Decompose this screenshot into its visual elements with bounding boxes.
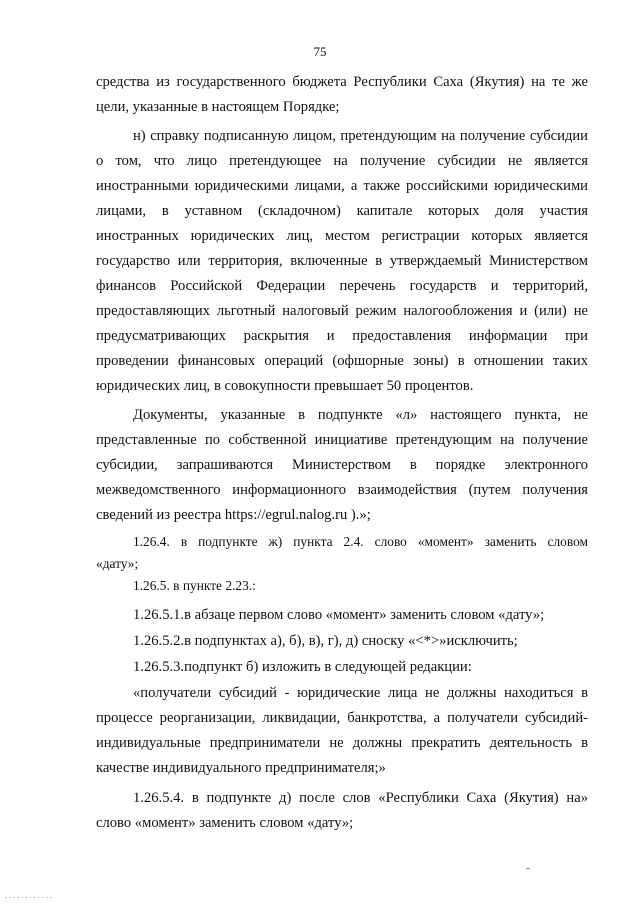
paragraph-1-26-5-3 <box>96 655 588 680</box>
text-line: средства из государственного бюджета Республики Саха (Якутия) на те же <box>96 74 588 90</box>
footer-mark: ............ <box>4 893 54 900</box>
text-line: юридических лиц, в совокупности превышает 50 процентов. <box>96 378 474 394</box>
text-line: иностранных юридических лиц, местом регистрации которых является <box>96 228 588 244</box>
text-line: процессе реорганизации, ликвидации, банкротства, а получатели субсидий- <box>96 710 588 726</box>
text-line: проведении финансовых операций (офшорные зоны) в отношении таких <box>96 353 588 369</box>
page-number: 75 <box>313 44 327 59</box>
text-line: представленные по собственной инициативе претендующим на получение <box>96 432 588 448</box>
paragraph-documents <box>96 403 588 528</box>
text-line: Документы, указанные в подпункте «л» настоящего пункта, не <box>133 407 588 423</box>
text-line: предусматривающих раскрытия и предоставления информации при <box>96 328 588 344</box>
paragraph-1-26-5-2 <box>96 629 588 654</box>
paragraph-item-n <box>96 124 588 399</box>
paragraph-1-26-5-4 <box>96 786 588 836</box>
paragraph-quote <box>96 681 588 781</box>
text-line: качестве индивидуального предпринимателя;» <box>96 760 386 776</box>
text-line: н) справку подписанную лицом, претендующим на получение субсидии <box>133 128 588 144</box>
text-line: предоставляющих льготный налоговый режим налогообложения и (или) не <box>96 303 588 319</box>
text-line: «получатели субсидий - юридические лица не должны находиться в <box>133 685 588 701</box>
text-line: 1.26.5.3.подпункт б) изложить в следующей редакции: <box>133 659 472 675</box>
text-line: «дату»; <box>96 556 139 571</box>
text-line: 1.26.5.4. в подпункте д) после слов «Республики Саха (Якутия) на» <box>133 790 588 806</box>
text-line: 1.26.5.1.в абзаце первом слово «момент» заменить словом «дату»; <box>133 607 545 623</box>
scan-artifact <box>526 868 530 869</box>
text-line: 1.26.5. в пункте 2.23.: <box>133 578 256 593</box>
text-line: финансов Российской Федерации перечень государств и территорий, <box>96 278 588 294</box>
text-line: лицами, в уставном (складочном) капитале которых доля участия <box>96 203 588 219</box>
paragraph-continuation <box>96 70 588 120</box>
text-line: о том, что лицо претендующее на получение субсидии не является <box>96 153 588 169</box>
text-line: государство или территория, включенные в утверждаемый Министерством <box>96 253 588 269</box>
text-line: субсидии, запрашиваются Министерством в порядке электронного <box>96 457 588 473</box>
paragraph-1-26-5 <box>96 573 588 598</box>
text-line: 1.26.5.2.в подпунктах а), б), в), г), д) сноску «<*>»исключить; <box>133 633 518 649</box>
text-line: индивидуальные предприниматели не должны прекратить деятельность в <box>96 735 588 751</box>
text-line: иностранными юридическими лицами, а также российскими юридическими <box>96 178 588 194</box>
text-line: цели, указанные в настоящем Порядке; <box>96 99 340 115</box>
paragraph-1-26-4 <box>96 531 588 575</box>
text-line: слово «момент» заменить словом «дату»; <box>96 815 354 831</box>
text-line: 1.26.4. в подпункте ж) пункта 2.4. слово «момент» заменить словом <box>133 534 588 549</box>
paragraph-1-26-5-1 <box>96 603 588 628</box>
text-line: сведений из реестра https://egrul.nalog.ru ).»; <box>96 507 371 523</box>
text-line: межведомственного информационного взаимодействия (путем получения <box>96 482 588 498</box>
